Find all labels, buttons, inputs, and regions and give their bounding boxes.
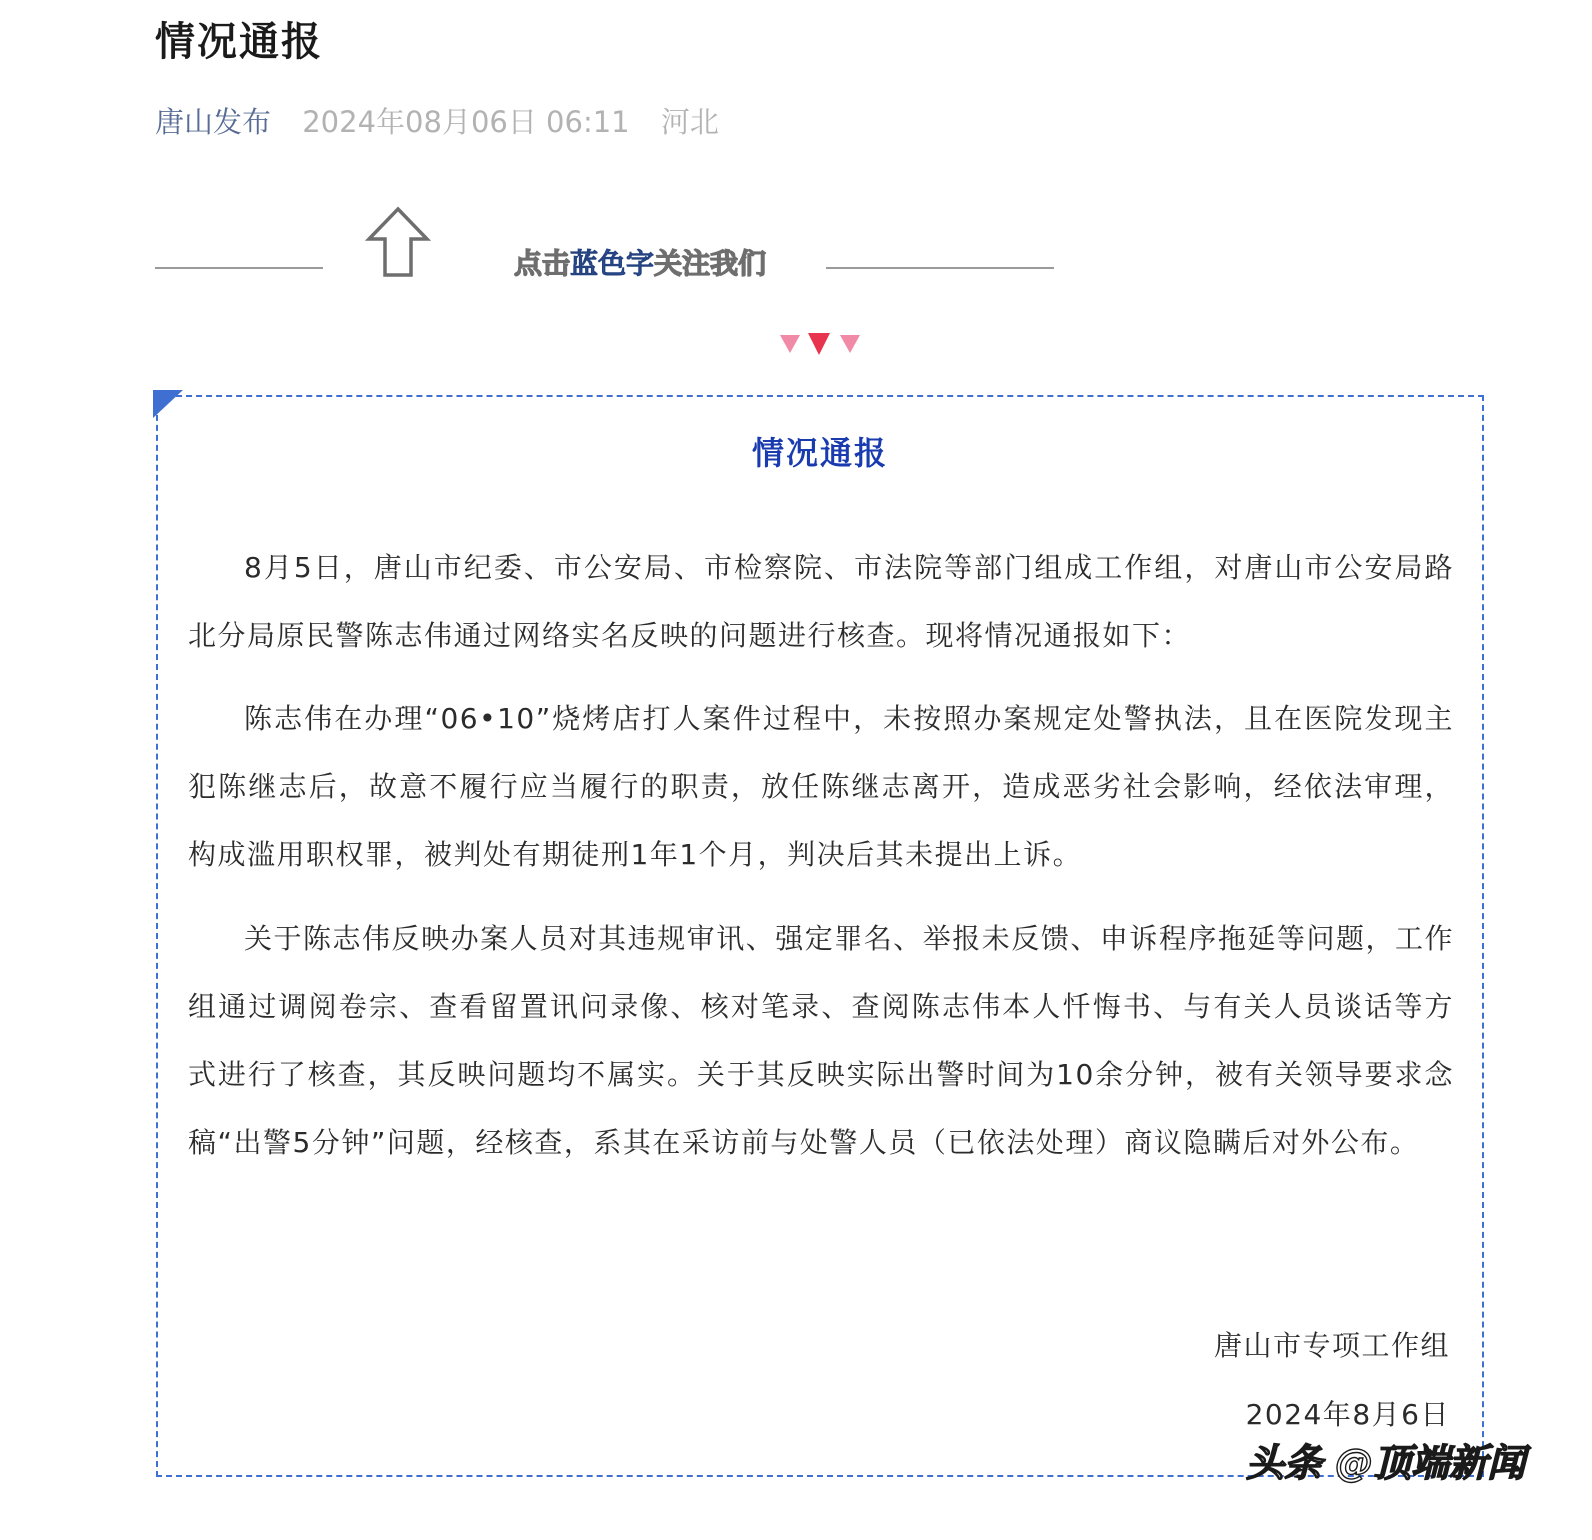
watermark: 头条 @顶端新闻	[1246, 1441, 1526, 1485]
signature-date: 2024年8月6日	[1245, 1398, 1450, 1431]
notice-paragraph-2: 陈志伟在办理“06•10”烧烤店打人案件过程中，未按照办案规定处警执法，且在医院发现主犯陈继志后，故意不履行应当履行的职责，放任陈继志离开，造成恶劣社会影响，经依法审理，构成滥用职权罪，被判处有期徒刑1年1个月，判决后其未提出上诉。	[188, 702, 1454, 871]
corner-triangle-icon	[153, 390, 183, 420]
notice-paragraph-1: 8月5日，唐山市纪委、市公安局、市检察院、市法院等部门组成工作组，对唐山市公安局路北分局原民警陈志伟通过网络实名反映的问题进行核查。现将情况通报如下：	[188, 551, 1454, 652]
divider-right	[826, 267, 1054, 269]
notice-paragraph-3: 关于陈志伟反映办案人员对其违规审讯、强定罪名、举报未反馈、申诉程序拖延等问题，工作组通过调阅卷宗、查看留置讯问录像、核对笔录、查阅陈志伟本人忏悔书、与有关人员谈话等方式进行了核查，其反映问题均不属实。关于其反映实际出警时间为10余分钟，被有关领导要求念稿“出警5分钟”问题，经核查，系其在采访前与处警人员（已依法处理）商议隐瞒后对外公布。	[188, 922, 1454, 1159]
article-meta	[155, 100, 719, 144]
notice-title: 情况通报	[751, 434, 888, 472]
follow-suffix: 关注我们	[654, 247, 767, 280]
publish-date: 2024年08月06日 06:11	[302, 105, 630, 139]
publish-location: 河北	[660, 105, 719, 139]
follow-highlight: 蓝色字	[570, 247, 655, 280]
follow-prefix: 点击	[514, 247, 571, 280]
signature-org: 唐山市专项工作组	[1213, 1329, 1450, 1362]
page-title: 情况通报	[155, 19, 323, 65]
follow-us-banner[interactable]	[514, 244, 766, 284]
divider-left	[155, 267, 323, 269]
up-arrow-outline-icon	[365, 205, 431, 281]
down-triangles-icon	[780, 333, 880, 359]
author-link[interactable]: 唐山发布	[155, 105, 272, 139]
